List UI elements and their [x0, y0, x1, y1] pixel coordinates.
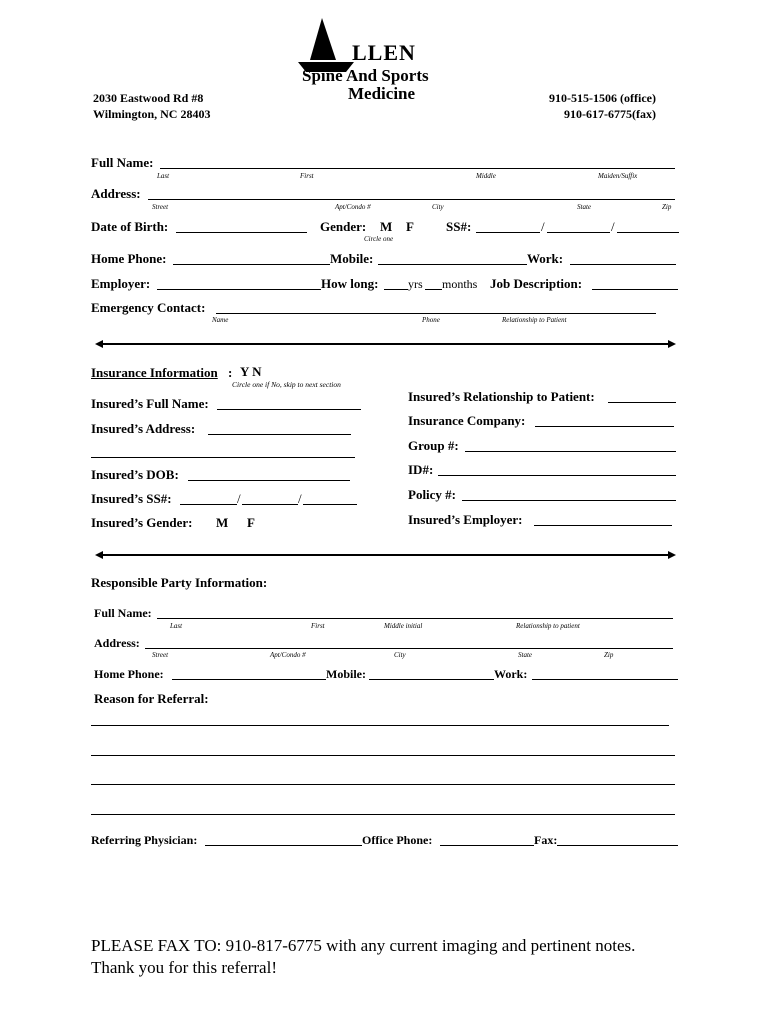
hint-first: First — [300, 172, 314, 180]
rp-mobile-label: Mobile: — [326, 667, 366, 681]
insured-ss-label: Insured’s SS#: — [91, 491, 172, 506]
office-phone-field[interactable] — [440, 845, 534, 846]
rp-hint-apt: Apt/Condo # — [270, 651, 306, 659]
how-long-months-field[interactable] — [425, 289, 442, 290]
insured-ss-field-2[interactable] — [242, 504, 298, 505]
clinic-address-line1: 2030 Eastwood Rd #8 — [93, 91, 204, 105]
rp-address-label: Address: — [94, 636, 140, 650]
gender-label: Gender: — [320, 219, 367, 234]
hint-maiden-suffix: Maiden/Suffix — [598, 172, 638, 180]
fax-label: Fax: — [534, 833, 558, 847]
full-name-field[interactable] — [160, 168, 675, 169]
insured-address-field-2[interactable] — [91, 457, 355, 458]
ss-field-2[interactable] — [547, 232, 610, 233]
hint-relationship: Relationship to Patient — [502, 316, 567, 324]
rp-home-phone-label: Home Phone: — [94, 667, 164, 681]
clinic-address-line2: Wilmington, NC 28403 — [93, 107, 211, 121]
insured-gender-label: Insured’s Gender: — [91, 515, 193, 530]
gender-m-option[interactable]: M — [380, 219, 393, 234]
mobile-field[interactable] — [378, 264, 527, 265]
insured-employer-field[interactable] — [534, 525, 672, 526]
insured-employer-label: Insured’s Employer: — [408, 512, 523, 527]
address-label: Address: — [91, 186, 141, 201]
rp-full-name-label: Full Name: — [94, 606, 152, 620]
hint-phone: Phone — [422, 316, 440, 324]
rp-home-phone-field[interactable] — [172, 679, 326, 680]
insured-ss-field-3[interactable] — [303, 504, 357, 505]
clinic-phone-office: 910-515-1506 (office) — [549, 91, 656, 105]
months-text: months — [442, 277, 478, 291]
home-phone-field[interactable] — [173, 264, 330, 265]
dob-label: Date of Birth: — [91, 219, 169, 234]
rp-mobile-field[interactable] — [369, 679, 494, 680]
referring-physician-label: Referring Physician: — [91, 833, 198, 847]
address-field[interactable] — [148, 199, 675, 200]
dob-field[interactable] — [176, 232, 307, 233]
how-long-label: How long: — [321, 276, 379, 291]
how-long-years-field[interactable] — [384, 289, 408, 290]
gender-f-option[interactable]: F — [406, 219, 414, 234]
insured-address-label: Insured’s Address: — [91, 421, 196, 436]
emergency-contact-field[interactable] — [216, 313, 656, 314]
reason-for-referral-label: Reason for Referral: — [94, 691, 209, 706]
group-label: Group #: — [408, 438, 459, 453]
id-field[interactable] — [438, 475, 676, 476]
rp-work-field[interactable] — [532, 679, 678, 680]
thank-you-note: Thank you for this referral! — [91, 958, 277, 977]
yrs-text: yrs — [408, 277, 423, 291]
rp-hint-last: Last — [170, 622, 183, 630]
referral-reason-line-3[interactable] — [91, 784, 675, 785]
insurance-company-field[interactable] — [535, 426, 674, 427]
insured-dob-field[interactable] — [188, 480, 350, 481]
work-label: Work: — [527, 251, 564, 266]
rp-hint-street: Street — [152, 651, 169, 659]
rp-work-label: Work: — [494, 667, 528, 681]
employer-label: Employer: — [91, 276, 151, 291]
responsible-party-title: Responsible Party Information: — [91, 575, 268, 590]
full-name-label: Full Name: — [91, 155, 154, 170]
fax-instructions: PLEASE FAX TO: 910-817-6775 with any current imaging and pertinent notes. — [91, 936, 636, 955]
insured-ss-field-1[interactable] — [180, 504, 237, 505]
hint-middle: Middle — [476, 172, 496, 180]
office-phone-label: Office Phone: — [362, 833, 433, 847]
insurance-yn-options[interactable]: Y N — [240, 364, 262, 379]
ss-field-1[interactable] — [476, 232, 540, 233]
insured-relationship-label: Insured’s Relationship to Patient: — [408, 389, 595, 404]
logo-subtitle: Spine And Sports — [302, 66, 429, 85]
rp-hint-city: City — [394, 651, 406, 659]
rp-address-field[interactable] — [145, 648, 673, 649]
hint-apt: Apt/Condo # — [335, 203, 371, 211]
hint-state: State — [577, 203, 591, 211]
rp-full-name-field[interactable] — [157, 618, 673, 619]
circle-one-hint: Circle one — [364, 235, 394, 243]
rp-hint-zip: Zip — [604, 651, 614, 659]
insured-relationship-field[interactable] — [608, 402, 676, 403]
hint-city: City — [432, 203, 444, 211]
rp-hint-first: First — [311, 622, 325, 630]
logo-subtitle-2: Medicine — [348, 84, 416, 103]
insured-address-field[interactable] — [208, 434, 351, 435]
id-label: ID#: — [408, 462, 434, 477]
hint-name: Name — [212, 316, 229, 324]
hint-street: Street — [152, 203, 169, 211]
logo-title: LLEN — [352, 40, 416, 65]
insured-gender-m-option[interactable]: M — [216, 515, 229, 530]
rp-hint-state: State — [518, 651, 532, 659]
mobile-label: Mobile: — [330, 251, 374, 266]
policy-field[interactable] — [462, 500, 676, 501]
referral-reason-line-2[interactable] — [91, 755, 675, 756]
work-field[interactable] — [570, 264, 676, 265]
employer-field[interactable] — [157, 289, 321, 290]
ss-field-3[interactable] — [617, 232, 679, 233]
job-description-field[interactable] — [592, 289, 678, 290]
insurance-section-title: Insurance Information — [91, 365, 218, 380]
ss-label: SS#: — [446, 219, 472, 234]
insurance-company-label: Insurance Company: — [408, 413, 526, 428]
insured-gender-f-option[interactable]: F — [247, 515, 255, 530]
insured-dob-label: Insured’s DOB: — [91, 467, 179, 482]
referring-physician-field[interactable] — [205, 845, 362, 846]
insured-full-name-label: Insured’s Full Name: — [91, 396, 209, 411]
rp-hint-middle: Middle initial — [384, 622, 423, 630]
hint-zip: Zip — [662, 203, 672, 211]
group-field[interactable] — [465, 451, 676, 452]
insurance-hint: Circle one if No, skip to next section — [232, 380, 341, 389]
fax-field[interactable] — [557, 845, 678, 846]
hint-last: Last — [157, 172, 170, 180]
policy-label: Policy #: — [408, 487, 457, 502]
clinic-phone-fax: 910-617-6775(fax) — [564, 107, 656, 121]
referral-reason-line-4[interactable] — [91, 814, 675, 815]
home-phone-label: Home Phone: — [91, 251, 167, 266]
emergency-contact-label: Emergency Contact: — [91, 300, 206, 315]
job-description-label: Job Description: — [490, 276, 583, 291]
insured-full-name-field[interactable] — [217, 409, 361, 410]
referral-reason-line-1[interactable] — [91, 725, 669, 726]
rp-hint-relationship: Relationship to patient — [516, 622, 580, 630]
